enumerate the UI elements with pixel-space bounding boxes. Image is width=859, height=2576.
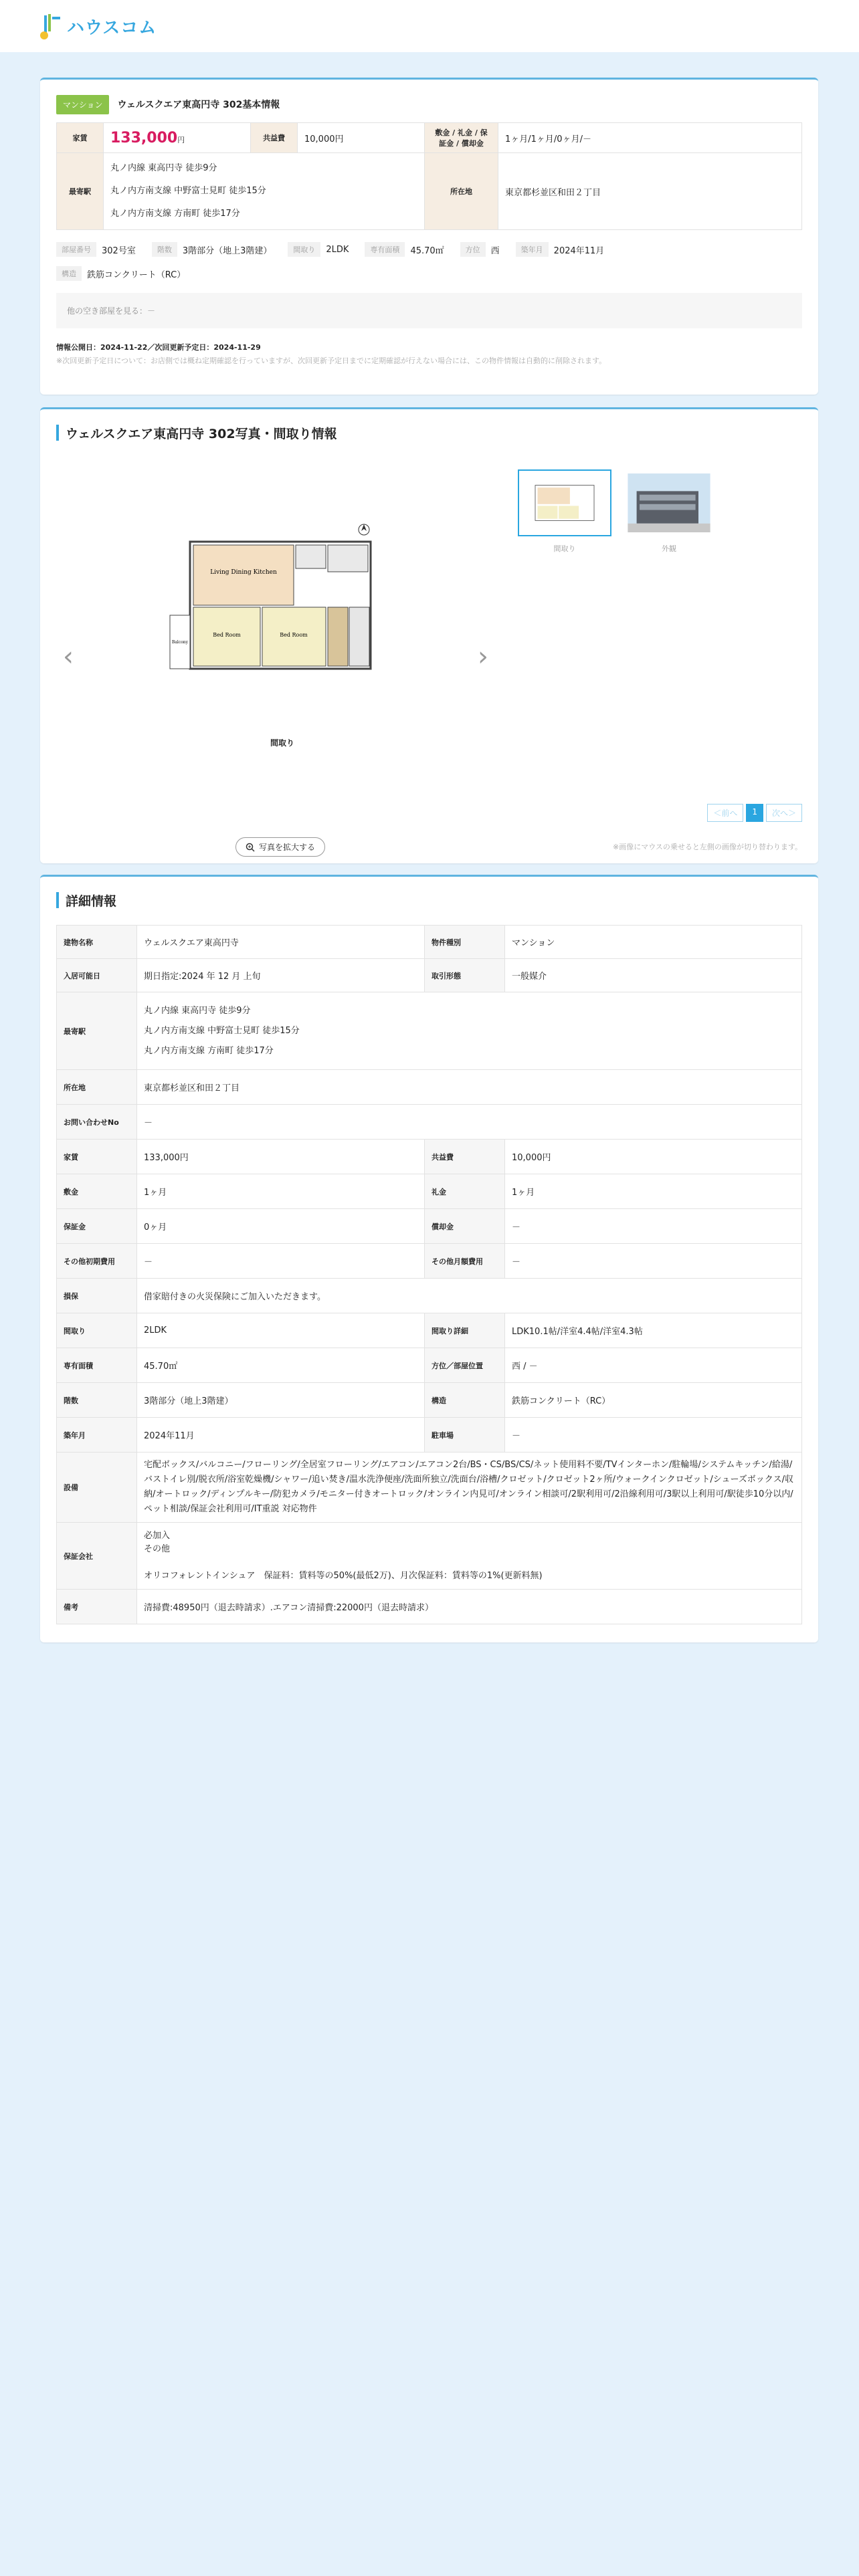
- detail-card: [40, 875, 818, 1642]
- detail-label: 駐車場: [425, 1418, 505, 1453]
- detail-value: 期日指定:2024 年 12 月 上旬: [137, 959, 425, 992]
- table-row: [57, 1140, 802, 1174]
- thumbnail-list: [518, 469, 716, 554]
- kyoeki-value: 10,000円: [298, 123, 425, 153]
- guarantor-line: 必加入: [144, 1530, 171, 1541]
- detail-value: 0ヶ月: [137, 1209, 425, 1244]
- hover-note: ※画像にマウスの乗せると左側の画像が切り替わります。: [612, 843, 802, 851]
- table-row: [57, 1523, 802, 1590]
- detail-value: 鉄筋コンクリート（RC）: [505, 1383, 802, 1418]
- spec-structure: [56, 266, 786, 281]
- detail-station-list: [137, 992, 802, 1070]
- zoom-photo-label: 写真を拡大する: [259, 843, 316, 852]
- detail-label: 家賃: [57, 1140, 137, 1174]
- bedroom-label: Bed Room: [280, 632, 308, 638]
- spec-label: 築年月: [516, 242, 549, 257]
- detail-value: 1ヶ月: [137, 1174, 425, 1209]
- detail-label: 階数: [57, 1383, 137, 1418]
- rent-cell: [104, 123, 251, 153]
- logo-text: ハウスコム: [67, 17, 157, 38]
- detail-value: 2LDK: [137, 1313, 425, 1348]
- rent-unit: 円: [177, 135, 185, 144]
- detail-title-row: [56, 890, 802, 910]
- spec-value: 2LDK: [326, 244, 349, 255]
- station-list: [104, 153, 425, 230]
- guarantor-line: オリコフォレントインシュア 保証料：賃料等の50%(最低2万)、月次保証料：賃料等の1%(更新料無): [144, 1570, 543, 1581]
- table-row: [57, 1348, 802, 1383]
- detail-value: 一般媒介: [505, 959, 802, 992]
- spec-floor: [152, 242, 272, 257]
- table-row: [57, 1174, 802, 1209]
- shikikin-value: 1ヶ月/1ヶ月/0ヶ月/－: [498, 123, 802, 153]
- magnifier-icon: [246, 843, 255, 852]
- table-row: [57, 1209, 802, 1244]
- detail-value: ウェルスクエア東高円寺: [137, 926, 425, 959]
- spec-area: [365, 242, 444, 257]
- gallery-card: [40, 407, 818, 863]
- basic-info-title: ウェルスクエア東高円寺 302基本情報: [117, 100, 280, 110]
- thumbnail-floorplan[interactable]: [518, 469, 611, 554]
- detail-value: 宅配ボックス/バルコニー/フローリング/全居室フローリング/エアコン/エアコン2台/BS・CS/BS/CS/ネット使用料不要/TVインターホン/駐輪場/システムキッチン/給湯/バストイレ別/脱衣所/浴室乾燥機/シャワー/追い焚き/温水洗浄便座/洗面所独立/洗面台/浴槽/クロゼット/クロゼット2ヶ所/ウォークインクロゼット/シューズボックス/収納/オートロック/ディンプルキー/防犯カメラ/モニター付きオートロック/オンライン内見可/オンライン相談可/2駅利用可/2沿線利用可/3駅以上利用可/駅徒歩10分以内/ペット相談/保証会社利用可/IT重説 対応物件: [137, 1453, 802, 1523]
- detail-label: 構造: [425, 1383, 505, 1418]
- detail-label: 築年月: [57, 1418, 137, 1453]
- spec-row: [56, 242, 802, 281]
- detail-label: 間取り: [57, 1313, 137, 1348]
- rent-label: 家賃: [57, 123, 104, 153]
- info-note: ※次回更新予定日について：お店側では概ね定期確認を行っていますが、次回更新予定日までに定期確認が行えない場合には、この物件情報は自動的に削除されます。: [56, 356, 607, 365]
- thumbnail-floorplan-image: [518, 469, 611, 536]
- shikikin-label: 敷金 / 礼金 / 保証金 / 償却金: [425, 123, 498, 153]
- zoom-photo-button[interactable]: [235, 837, 325, 857]
- detail-table: [56, 925, 802, 1624]
- station-line: 丸ノ内方南支線 方南町 徒歩17分: [144, 1045, 274, 1056]
- detail-value: マンション: [505, 926, 802, 959]
- spec-label: 方位: [460, 242, 486, 257]
- table-row: [57, 959, 802, 992]
- gallery-title: ウェルスクエア東高円寺 302写真・間取り情報: [66, 426, 337, 441]
- table-row: [57, 1244, 802, 1279]
- detail-value: －: [137, 1105, 802, 1140]
- detail-value: 10,000円: [505, 1140, 802, 1174]
- spec-value: 鉄筋コンクリート（RC）: [87, 270, 186, 280]
- thumbnail-caption: 外観: [662, 544, 676, 553]
- property-type-badge: マンション: [56, 95, 109, 114]
- spec-label: 部屋番号: [56, 242, 96, 257]
- spec-label: 専有面積: [365, 242, 405, 257]
- spec-direction: [460, 242, 500, 257]
- table-row: [57, 926, 802, 959]
- table-row: [57, 1313, 802, 1348]
- table-row: [57, 1279, 802, 1313]
- section-bar: [56, 892, 59, 908]
- detail-label: 損保: [57, 1279, 137, 1313]
- basic-title-row: [56, 93, 802, 116]
- station-line: 丸ノ内方南支線 中野富士見町 徒歩15分: [144, 1025, 300, 1036]
- table-row: [57, 1418, 802, 1453]
- detail-label: 入居可能日: [57, 959, 137, 992]
- detail-label: その他初期費用: [57, 1244, 137, 1279]
- pager-prev-button[interactable]: ＜前へ: [707, 804, 743, 822]
- station-label: 最寄駅: [57, 153, 104, 230]
- detail-value: 清掃費:48950円（退去時請求）.エアコン清掃費:22000円（退去時請求）: [137, 1590, 802, 1624]
- detail-value: 借家賠付きの火災保険にご加入いただきます。: [137, 1279, 802, 1313]
- spec-room-number: [56, 242, 136, 257]
- detail-label: 間取り詳細: [425, 1313, 505, 1348]
- spec-label: 構造: [56, 266, 82, 281]
- spec-value: 西: [490, 245, 500, 256]
- detail-label: 物件種別: [425, 926, 505, 959]
- spec-value: 302号室: [102, 245, 136, 256]
- spec-label: 間取り: [288, 242, 320, 257]
- detail-label: 敷金: [57, 1174, 137, 1209]
- table-row: [57, 1453, 802, 1523]
- detail-value: 1ヶ月: [505, 1174, 802, 1209]
- detail-value: 2024年11月: [137, 1418, 425, 1453]
- site-logo[interactable]: [39, 13, 157, 39]
- detail-label: 最寄駅: [57, 992, 137, 1070]
- detail-label: 保証会社: [57, 1523, 137, 1590]
- spec-layout: [288, 242, 349, 257]
- kyoeki-label: 共益費: [251, 123, 298, 153]
- pager-next-button[interactable]: 次へ＞: [766, 804, 802, 822]
- logo-mark-icon: [39, 13, 63, 39]
- table-row: [57, 1070, 802, 1105]
- detail-value: LDK10.1帖/洋室4.4帖/洋室4.3帖: [505, 1313, 802, 1348]
- table-row: [57, 992, 802, 1070]
- address-value: 東京都杉並区和田２丁目: [498, 153, 802, 230]
- guarantor-value: [137, 1523, 802, 1590]
- floor-plan-image: [163, 522, 391, 682]
- detail-label: 償却金: [425, 1209, 505, 1244]
- detail-label: 取引形態: [425, 959, 505, 992]
- guarantor-line: その他: [144, 1543, 171, 1554]
- section-bar: [56, 425, 59, 441]
- detail-title: 詳細情報: [66, 893, 117, 909]
- detail-value: 西 / －: [505, 1348, 802, 1383]
- detail-label: お問い合わせNo: [57, 1105, 137, 1140]
- spec-value: 2024年11月: [553, 245, 605, 256]
- spec-value: 3階部分（地上3階建）: [182, 245, 272, 256]
- detail-value: －: [505, 1244, 802, 1279]
- thumbnail-exterior[interactable]: [622, 469, 716, 554]
- detail-label: 建物名称: [57, 926, 137, 959]
- image-caption: 間取り: [270, 738, 295, 748]
- address-label: 所在地: [425, 153, 498, 230]
- detail-label: その他月額費用: [425, 1244, 505, 1279]
- prev-image-arrow-icon[interactable]: ‹: [63, 641, 74, 672]
- detail-label: 備考: [57, 1590, 137, 1624]
- detail-label: 礼金: [425, 1174, 505, 1209]
- detail-value: 3階部分（地上3階建）: [137, 1383, 425, 1418]
- station-line: 丸ノ内線 東高円寺 徒歩9分: [110, 163, 217, 173]
- table-row: [57, 1383, 802, 1418]
- thumbnail-caption: 間取り: [553, 544, 576, 553]
- detail-value: 133,000円: [137, 1140, 425, 1174]
- detail-value: －: [137, 1244, 425, 1279]
- detail-label: 方位／部屋位置: [425, 1348, 505, 1383]
- gallery-title-row: [56, 423, 802, 443]
- detail-value: －: [505, 1418, 802, 1453]
- spec-built: [516, 242, 605, 257]
- pager-current-page[interactable]: 1: [746, 804, 763, 822]
- station-line: 丸ノ内線 東高円寺 徒歩9分: [144, 1005, 251, 1016]
- guarantor-line: [144, 1556, 795, 1570]
- next-image-arrow-icon[interactable]: ›: [478, 641, 488, 672]
- rent-value: 133,000: [110, 129, 178, 146]
- thumbnail-exterior-image: [622, 469, 716, 536]
- balcony-label: Balcony: [171, 640, 189, 645]
- detail-label: 設備: [57, 1453, 137, 1523]
- spec-value: 45.70㎡: [410, 245, 444, 256]
- info-dates: 情報公開日：2024-11-22／次回更新予定日：2024-11-29: [56, 343, 261, 352]
- detail-label: 所在地: [57, 1070, 137, 1105]
- table-row: [57, 1590, 802, 1624]
- image-pager: [707, 804, 802, 822]
- station-line: 丸ノ内方南支線 方南町 徒歩17分: [110, 209, 240, 219]
- spec-label: 階数: [152, 242, 177, 257]
- detail-label: 保証金: [57, 1209, 137, 1244]
- gallery: [56, 443, 802, 852]
- station-line: 丸ノ内方南支線 中野富士見町 徒歩15分: [110, 186, 266, 196]
- detail-value: －: [505, 1209, 802, 1244]
- bedroom-label: Bed Room: [213, 632, 241, 638]
- site-header: [0, 0, 859, 52]
- detail-value: 45.70㎡: [137, 1348, 425, 1383]
- table-row: [57, 1105, 802, 1140]
- other-rooms-link[interactable]: 他の空き部屋を見る：－: [56, 293, 802, 328]
- detail-value: 東京都杉並区和田２丁目: [137, 1070, 802, 1105]
- ldk-label: Living Dining Kitchen: [210, 569, 277, 576]
- basic-info-card: [40, 78, 818, 395]
- detail-label: 専有面積: [57, 1348, 137, 1383]
- detail-label: 共益費: [425, 1140, 505, 1174]
- basic-info-table: [56, 122, 802, 230]
